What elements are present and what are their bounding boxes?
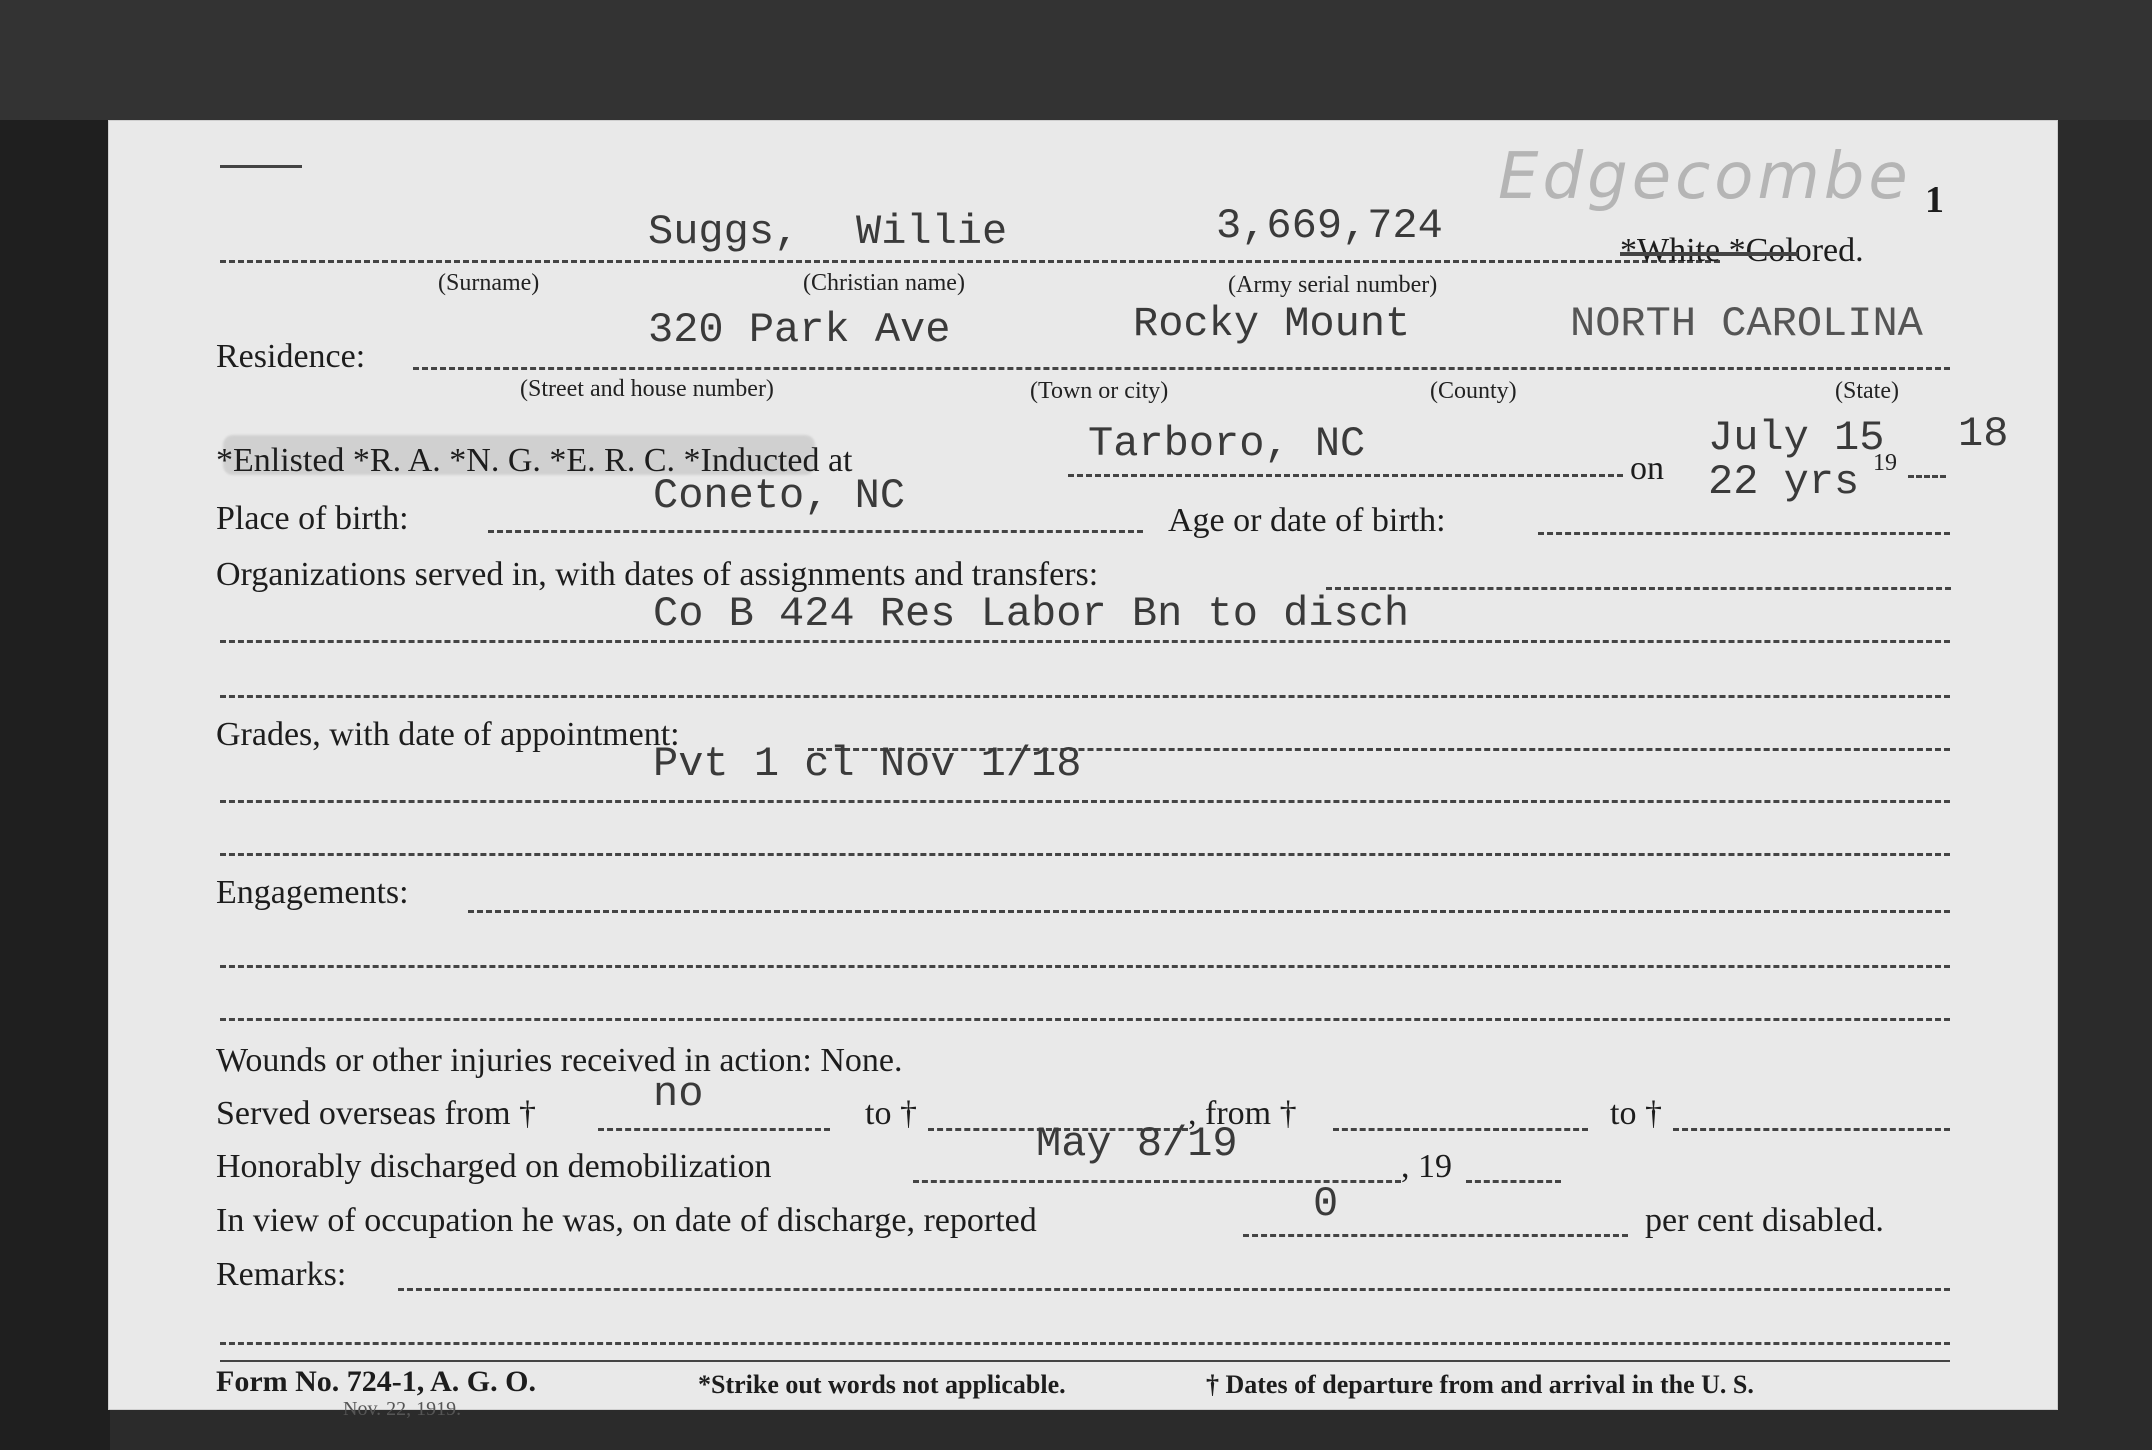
street-label: (Street and house number): [520, 376, 774, 402]
organizations-line-1: [1326, 587, 1951, 590]
card-number: 1: [1925, 179, 1944, 221]
grades-line-3: [220, 853, 1950, 856]
age-value: 22 yrs: [1708, 458, 1860, 506]
on-label: on: [1630, 450, 1664, 487]
surname-label: (Surname): [438, 270, 540, 296]
discharge-date-value: May 8/19: [1036, 1120, 1238, 1168]
inducted-at-value: Tarboro, NC: [1088, 420, 1366, 468]
street-value: 320 Park Ave: [648, 306, 951, 354]
remarks-line-1: [398, 1288, 1950, 1291]
birth-place-line: [488, 530, 1143, 533]
form-number: Form No. 724-1, A. G. O.: [216, 1365, 536, 1398]
town-label: (Town or city): [1030, 378, 1169, 404]
wounds-label: Wounds or other injuries received in action: None.: [216, 1042, 903, 1079]
year-line: [1908, 475, 1946, 478]
induction-date-value: July 15: [1708, 414, 1885, 462]
grades-label: Grades, with date of appointment:: [216, 716, 680, 753]
serial-number-label: (Army serial number): [1228, 272, 1438, 298]
footnote-dates: † Dates of departure from and arrival in the U. S.: [1206, 1370, 1754, 1399]
grades-line-2: [220, 800, 1950, 803]
top-left-mark: [220, 165, 302, 168]
state-label: (State): [1835, 378, 1899, 404]
engagements-line-3: [220, 1018, 1950, 1021]
inducted-line: [1068, 474, 1623, 477]
remarks-line-2: [220, 1342, 1950, 1345]
disability-suffix: per cent disabled.: [1645, 1202, 1884, 1239]
enlistment-text: *Enlisted *R. A. *N. G. *E. R. C. *Inducted at: [216, 442, 853, 479]
disability-label: In view of occupation he was, on date of discharge, reported: [216, 1202, 1037, 1239]
engagements-line-1: [468, 910, 1950, 913]
discharge-year-line: [1466, 1180, 1561, 1183]
place-of-birth-value: Coneto, NC: [653, 472, 906, 520]
discharge-year-label: , 19: [1401, 1148, 1452, 1185]
scanner-background-top: [0, 0, 2152, 120]
town-value: Rocky Mount: [1133, 300, 1411, 348]
christian-name-label: (Christian name): [803, 270, 965, 296]
residence-line: [413, 367, 1950, 370]
discharge-label: Honorably discharged on demobilization: [216, 1148, 772, 1185]
overseas-to2-label: to †: [1610, 1095, 1662, 1132]
residence-label: Residence:: [216, 338, 366, 375]
organizations-value: Co B 424 Res Labor Bn to disch: [653, 590, 1410, 638]
county-label: (County): [1430, 378, 1517, 404]
induction-year-value: 18: [1958, 410, 2009, 458]
disability-line: [1243, 1234, 1628, 1237]
organizations-label: Organizations served in, with dates of assignments and transfers:: [216, 556, 1099, 593]
disability-value: 0: [1313, 1180, 1339, 1228]
christian-name-value: Willie: [856, 208, 1008, 256]
surname-value: Suggs,: [648, 208, 800, 256]
footer-rule: [220, 1360, 1950, 1362]
year-prefix: 19: [1873, 450, 1897, 476]
age-label: Age or date of birth:: [1168, 502, 1446, 539]
overseas-from-line: [598, 1128, 830, 1131]
service-record-card: [108, 120, 2058, 1420]
white-strikeout: [1620, 252, 1798, 256]
overseas-from2-line: [1333, 1128, 1588, 1131]
overseas-from-value: no: [653, 1070, 704, 1118]
footnote-strike: *Strike out words not applicable.: [698, 1370, 1066, 1399]
race-options: *White *Colored.: [1620, 232, 1864, 269]
grades-value: Pvt 1 cl Nov 1/18: [653, 740, 1082, 788]
engagements-label: Engagements:: [216, 874, 409, 911]
overseas-to2-line: [1673, 1128, 1950, 1131]
scanner-background-left: [0, 0, 110, 1450]
engagements-line-2: [220, 965, 1950, 968]
overseas-from2-label: , from †: [1188, 1095, 1297, 1132]
place-of-birth-label: Place of birth:: [216, 500, 409, 537]
name-line: [220, 260, 1720, 263]
organizations-line-2: [220, 640, 1950, 643]
state-value: NORTH CAROLINA: [1570, 300, 1923, 348]
organizations-line-3: [220, 695, 1950, 698]
overseas-to-label: to †: [865, 1095, 917, 1132]
county-handwritten: Edgecombe: [1498, 140, 1912, 214]
form-date: Nov. 22, 1919.: [343, 1398, 462, 1420]
age-line: [1538, 532, 1950, 535]
remarks-label: Remarks:: [216, 1256, 347, 1293]
overseas-from-label: Served overseas from †: [216, 1095, 537, 1132]
serial-number-value: 3,669,724: [1216, 202, 1443, 250]
